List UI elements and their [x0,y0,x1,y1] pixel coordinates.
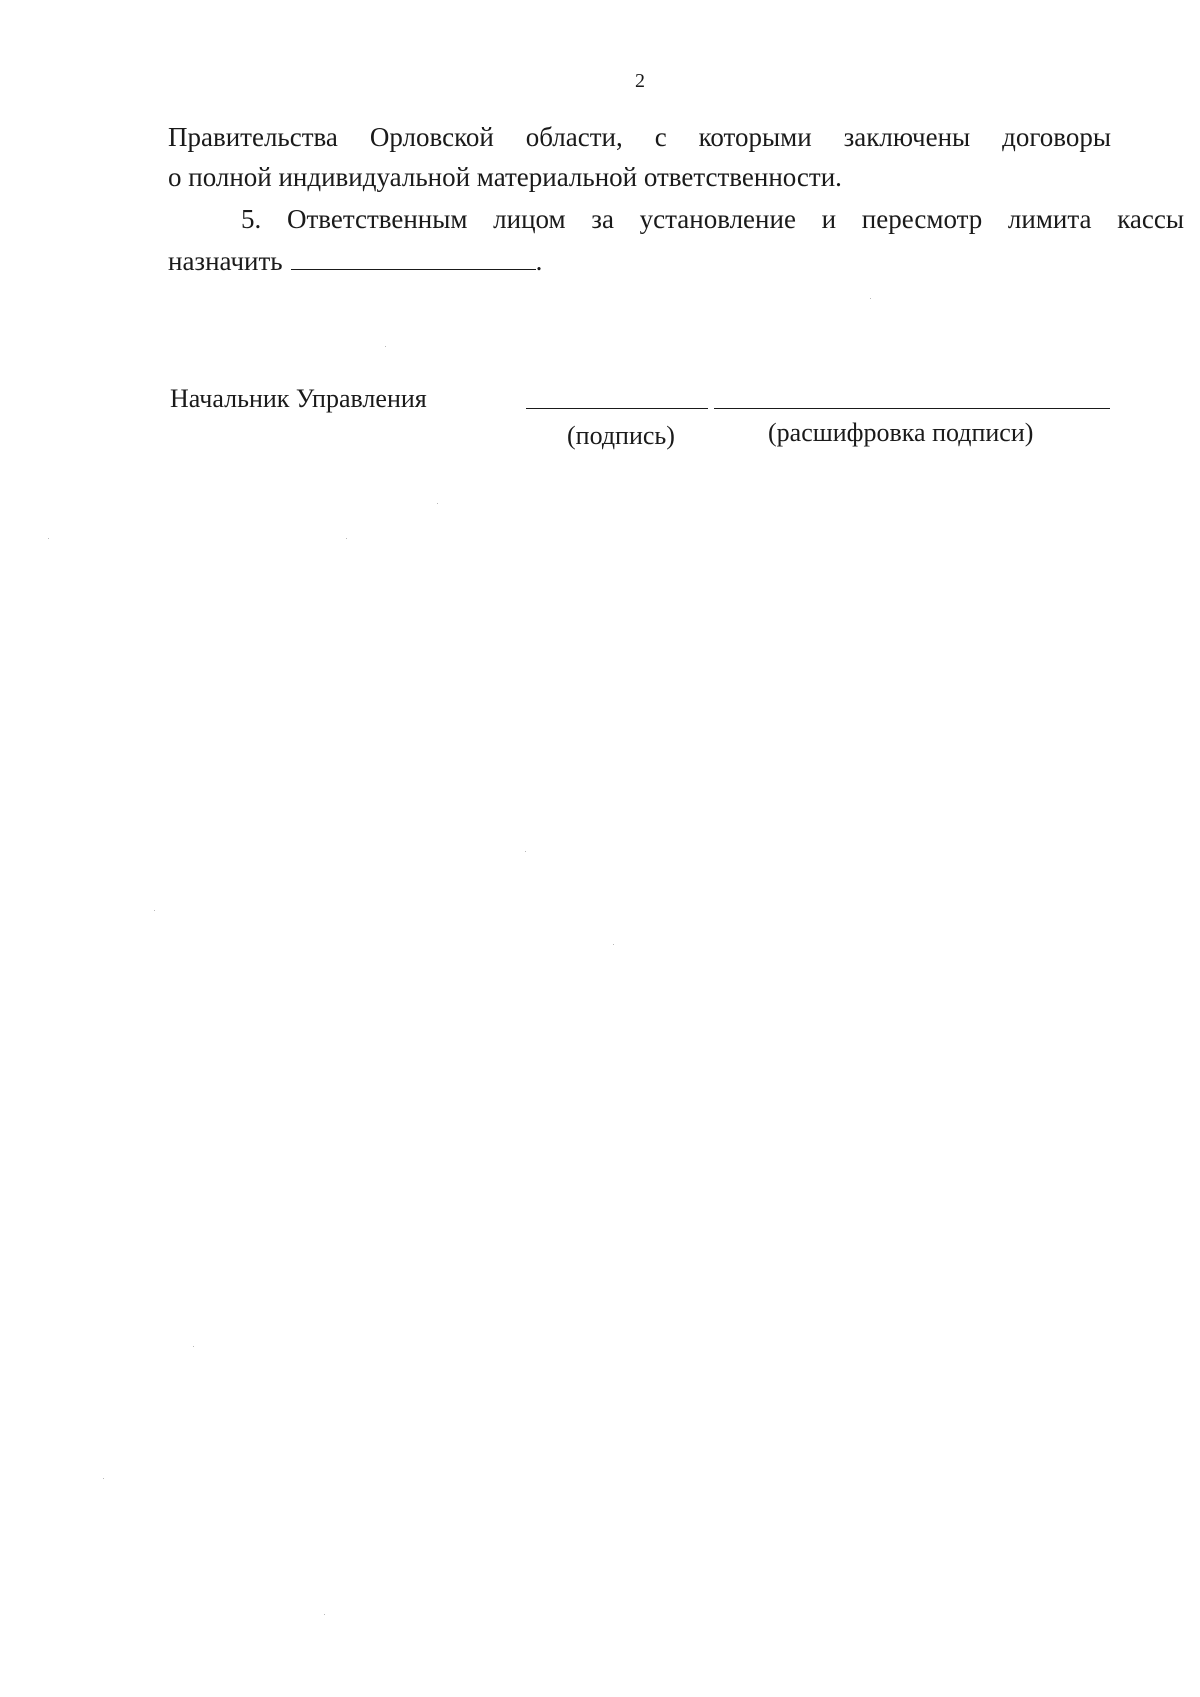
scan-speck [324,1614,325,1615]
signature-position: Начальник Управления [170,384,427,413]
page-number: 2 [635,70,645,92]
scan-speck [525,851,526,852]
scan-speck [613,944,614,945]
scan-speck [870,298,871,299]
text-line-continuation-2: о полной индивидуальной материальной ответственности. [168,162,842,192]
scan-speck [346,538,347,539]
signature-caption: (подпись) [567,421,675,450]
signature-decoding-blank-line [714,408,1110,409]
scan-speck [385,346,386,347]
sentence-period: . [535,246,543,276]
paragraph-5-line-1: 5. Ответственным лицом за установление и пересмотр лимита кассы [241,204,1184,234]
scan-speck [154,910,155,911]
scan-speck [103,1478,104,1479]
signature-blank-line [526,408,708,409]
signature-decoding-caption: (расшифровка подписи) [768,418,1034,447]
scan-speck [437,503,438,504]
appoint-label: назначить [168,246,283,276]
scan-speck [193,1346,194,1347]
paragraph-5-line-2 [168,240,1111,282]
text-line-continuation-1: Правительства Орловской области, с которыми заключены договоры [168,122,1111,152]
responsible-person-blank [291,247,536,270]
scan-speck [48,538,49,539]
